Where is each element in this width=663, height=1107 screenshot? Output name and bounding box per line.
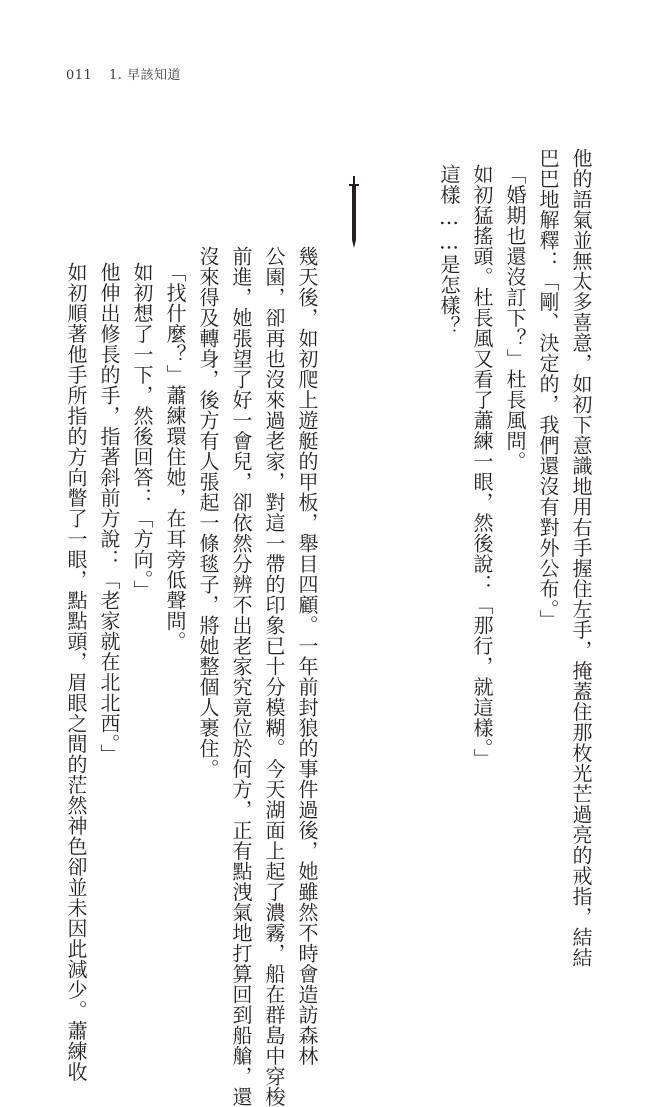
text-column: 「找什麼？」蕭練環住她，在耳旁低聲問。 xyxy=(163,262,187,652)
text-column: 前進，她張望了好一會兒，卻依然分辨不出老家究竟位於何方，正有點洩氣地打算回到船艙，還 xyxy=(229,246,253,1107)
text-column: 沒來得及轉身，後方有人張起一條毯子，將她整個人裹住。 xyxy=(196,246,220,779)
text-column: 幾天後，如初爬上遊艇的甲板，舉目四顧。一年前封狼的事件過後，她雖然不時會造訪森林 xyxy=(295,246,319,1066)
text-column: 這樣……是怎樣？ xyxy=(437,164,461,336)
text-column: 如初想了一下，然後回答：「方向。」 xyxy=(130,262,154,601)
page-number: 011 xyxy=(66,68,93,83)
text-column: 他伸出修長的手，指著斜前方說：「老家就在北北西。」 xyxy=(97,262,121,765)
text-column: 巴巴地解釋：「剛、決定的，我們還沒有對外公布。」 xyxy=(536,148,560,630)
text-column: 公園，卻再也沒來過老家，對這一帶的印象已十分模糊。今天湖面上起了濃霧，船在群島中穿梭 xyxy=(262,246,286,1107)
page-header xyxy=(66,64,181,83)
text-column: 如初猛搖頭。杜長風又看了蕭練一眼，然後說：「那行，就這樣。」 xyxy=(470,164,494,769)
chapter-title: 1. 早該知道 xyxy=(108,68,182,83)
sword-divider-icon xyxy=(348,176,360,248)
text-column: 如初順著他手所指的方向瞥了一眼，點點頭，眉眼之間的茫然神色卻並未因此減少。蕭練收 xyxy=(64,262,88,1082)
text-column: 「婚期也還沒訂下？」杜長風問。 xyxy=(503,164,527,472)
text-column: 他的語氣並無太多喜意，如初下意識地用右手握住左手，掩蓋住那枚光芒過亮的戒指，結結 xyxy=(569,148,593,968)
